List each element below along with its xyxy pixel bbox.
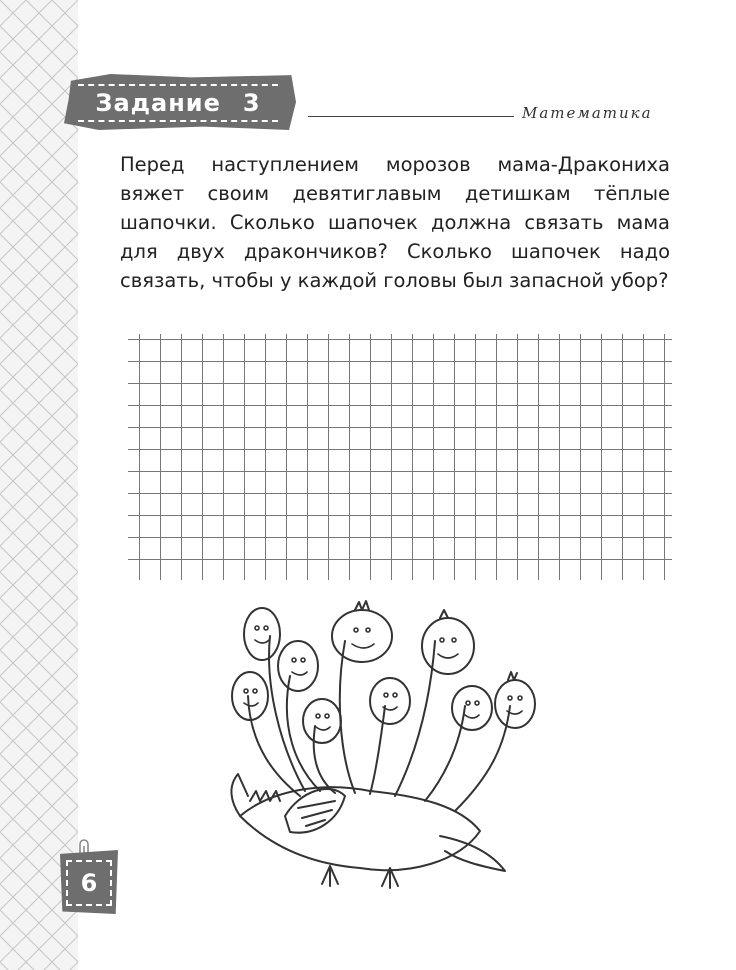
header-divider: [308, 116, 514, 117]
subject-label: Математика: [522, 104, 653, 122]
decorative-side-pattern: [0, 0, 78, 970]
task-title: [78, 84, 278, 122]
nine-headed-dragon-icon: [210, 596, 540, 900]
task-word: Задание: [95, 89, 221, 117]
task-number: 3: [242, 89, 261, 117]
answer-grid[interactable]: [128, 334, 672, 580]
page-number: 6: [66, 860, 112, 906]
problem-text: Перед наступлением морозов мама-Дракониха вяжет своим девятиглавым детишкам тёплые шапочки. Сколько шапочек должна связать мама для двух дракончиков? Сколько шапочек надо связать, чтобы у каждой головы был запасной убор?: [120, 153, 670, 292]
